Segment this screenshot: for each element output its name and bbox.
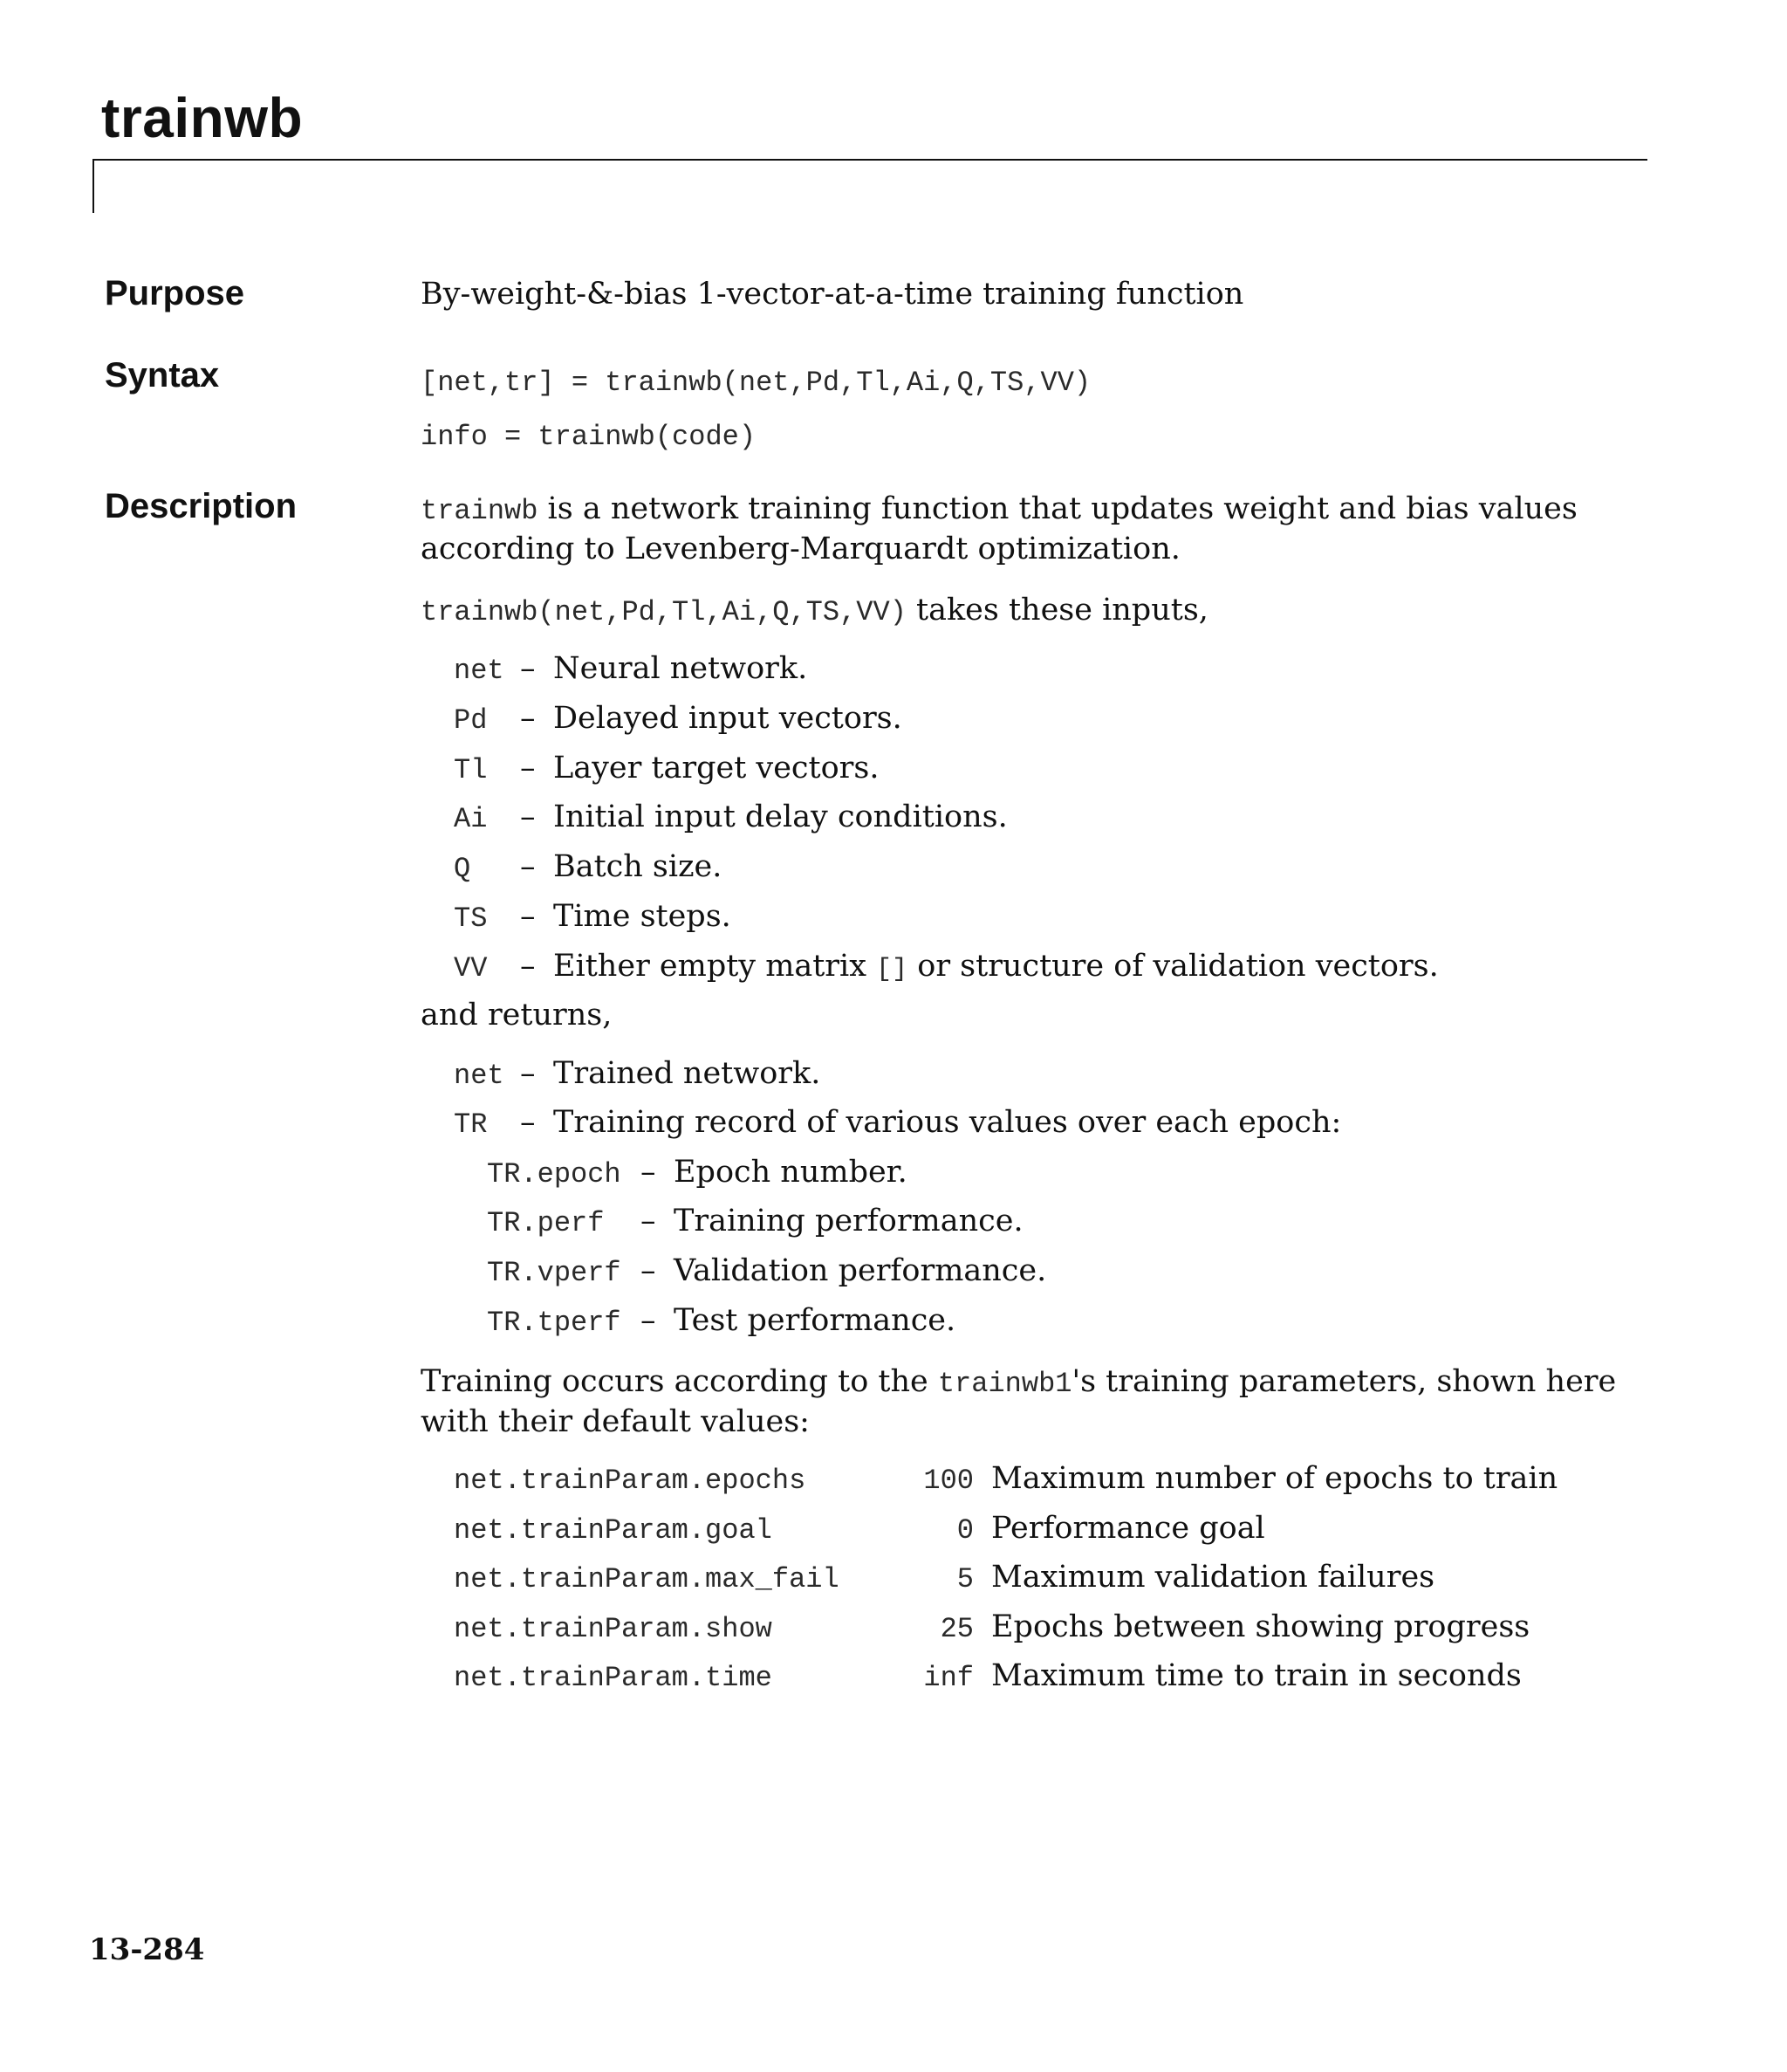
description-intro-line-1: [421, 489, 1578, 532]
description-heading: Description: [105, 487, 298, 525]
dash: –: [520, 751, 536, 786]
description-call-line: [421, 590, 1208, 633]
param-name: net.trainParam.time: [454, 1662, 772, 1694]
param-desc: Maximum validation failures: [991, 1560, 1435, 1595]
tr-field-code: TR.perf: [487, 1207, 605, 1239]
call-text: takes these inputs,: [906, 593, 1208, 628]
param-name: net.trainParam.goal: [454, 1514, 772, 1547]
param-name: net.trainParam.max_fail: [454, 1563, 839, 1595]
input-code: Ai: [454, 803, 488, 835]
param-value: inf: [923, 1662, 974, 1694]
training-code: trainwb1: [937, 1368, 1072, 1400]
input-text: Time steps.: [553, 899, 731, 934]
dash: –: [520, 849, 536, 884]
training-line-2: with their default values:: [421, 1404, 810, 1439]
input-text: Delayed input vectors.: [553, 701, 902, 736]
page-title: trainwb: [101, 86, 304, 149]
input-text: [553, 949, 1439, 985]
param-value: 0: [956, 1514, 974, 1547]
intro-text: is a network training function that updates weight and bias values: [537, 491, 1578, 526]
dash: –: [640, 1303, 656, 1338]
input-text: Initial input delay conditions.: [553, 799, 1008, 834]
input-code: Q: [454, 853, 471, 885]
dash: –: [520, 701, 536, 736]
dash: –: [640, 1253, 656, 1288]
param-name: net.trainParam.epochs: [454, 1465, 806, 1497]
syntax-heading: Syntax: [105, 356, 220, 395]
returns-text: and returns,: [421, 998, 613, 1033]
dash: –: [640, 1155, 656, 1190]
syntax-line-2: info = trainwb(code): [421, 421, 757, 453]
param-desc: Epochs between showing progress: [991, 1609, 1530, 1644]
vv-text-after: or structure of validation vectors.: [907, 949, 1439, 984]
input-code: Tl: [454, 754, 488, 786]
training-text-2: 's training parameters, shown here: [1072, 1364, 1617, 1399]
tr-field-code: TR.epoch: [487, 1158, 621, 1190]
param-name: net.trainParam.show: [454, 1613, 772, 1645]
page-number: 13-284: [89, 1932, 205, 1967]
input-code: TS: [454, 902, 488, 935]
intro-code: trainwb: [421, 495, 538, 527]
input-text: Neural network.: [553, 651, 808, 686]
input-code: Pd: [454, 704, 488, 737]
param-desc: Maximum time to train in seconds: [991, 1658, 1522, 1693]
input-text: Batch size.: [553, 849, 722, 884]
input-code: net: [454, 655, 504, 687]
output-code: TR: [454, 1108, 488, 1141]
description-intro-line-2: according to Levenberg-Marquardt optimization.: [421, 532, 1181, 566]
purpose-heading: Purpose: [105, 274, 245, 312]
training-line-1: [421, 1362, 1616, 1404]
syntax-line-1: [net,tr] = trainwb(net,Pd,Tl,Ai,Q,TS,VV): [421, 367, 1092, 399]
output-code: net: [454, 1060, 504, 1092]
dash: –: [520, 651, 536, 686]
dash: –: [520, 1056, 536, 1091]
input-text: Layer target vectors.: [553, 751, 880, 786]
dash: –: [640, 1204, 656, 1238]
vv-text-before: Either empty matrix: [553, 949, 877, 984]
purpose-text: By-weight-&-bias 1-vector-at-a-time training function: [421, 277, 1244, 312]
param-value: 100: [923, 1465, 974, 1497]
dash: –: [520, 1105, 536, 1140]
param-desc: Maximum number of epochs to train: [991, 1461, 1558, 1496]
param-value: 25: [940, 1613, 974, 1645]
empty-matrix-code: []: [876, 955, 908, 985]
output-text: Trained network.: [553, 1056, 821, 1091]
param-value: 5: [956, 1563, 974, 1595]
header-rule-tick: [92, 159, 94, 213]
input-code: VV: [454, 952, 488, 985]
tr-field-code: TR.tperf: [487, 1307, 621, 1339]
dash: –: [520, 899, 536, 934]
call-code: trainwb(net,Pd,Tl,Ai,Q,TS,VV): [421, 596, 907, 628]
tr-field-code: TR.vperf: [487, 1257, 621, 1289]
tr-field-text: Epoch number.: [674, 1155, 907, 1190]
tr-field-text: Validation performance.: [674, 1253, 1047, 1288]
output-text: Training record of various values over each epoch:: [553, 1105, 1342, 1140]
dash: –: [520, 949, 536, 984]
dash: –: [520, 799, 536, 834]
training-text-1: Training occurs according to the: [421, 1364, 938, 1399]
tr-field-text: Training performance.: [674, 1204, 1024, 1238]
header-rule: [92, 159, 1647, 161]
tr-field-text: Test performance.: [674, 1303, 956, 1338]
param-desc: Performance goal: [991, 1511, 1265, 1546]
